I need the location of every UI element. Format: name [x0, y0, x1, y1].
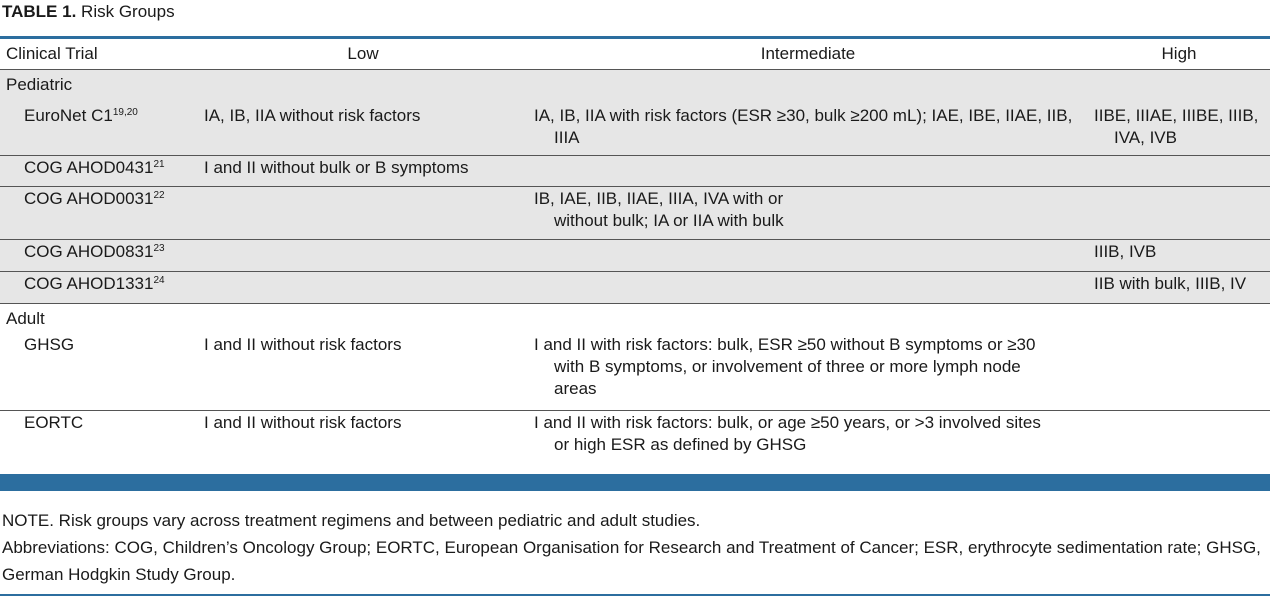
low-text: I and II without risk factors — [204, 412, 402, 432]
high-text: IIIB, IVB — [1094, 241, 1157, 261]
table-row — [0, 186, 1270, 239]
high-cell — [1088, 104, 1270, 155]
low-cell — [198, 271, 528, 303]
trial-cell — [0, 410, 198, 463]
intermediate-cell — [528, 271, 1088, 303]
low-text: I and II without bulk or B symptoms — [204, 157, 469, 177]
trial-cell — [0, 271, 198, 303]
trial-name: COG AHOD0431 — [24, 157, 154, 177]
col-header-intermediate: Intermediate — [528, 39, 1088, 70]
table-row — [0, 104, 1270, 155]
trial-name: GHSG — [24, 335, 75, 354]
group-label: Adult — [0, 303, 1270, 333]
trial-cell — [0, 104, 198, 155]
intermediate-text: I and II with risk factors: bulk, ESR ≥50 without B symptoms or ≥30 with B symptoms, or involvement of three or more lymph node areas — [534, 335, 1036, 398]
footnote-note: NOTE. Risk groups vary across treatment regimens and between pediatric and adult studies. — [2, 511, 701, 530]
low-cell — [198, 333, 528, 410]
low-cell — [198, 410, 528, 463]
low-cell — [198, 155, 1088, 186]
trial-name: EORTC — [24, 412, 84, 432]
intermediate-text: IB, IAE, IIB, IIAE, IIIA, IVA with or without bulk; IA or IIA with bulk — [534, 188, 784, 230]
col-header-high: High — [1088, 39, 1270, 70]
high-text: IIBE, IIIAE, IIIBE, IIIB, IVA, IVB — [1094, 106, 1259, 147]
low-cell — [198, 104, 528, 155]
header-row — [0, 39, 1270, 70]
low-text: I and II without risk factors — [204, 335, 402, 354]
high-cell — [1088, 239, 1270, 271]
footnote-abbreviations: Abbreviations: COG, Children’s Oncology Group; EORTC, European Organisation for Research and Treatment of Cancer; ESR, erythrocyte sedimentation rate; GHSG, German Hodgkin Study Group. — [2, 538, 1261, 584]
trial-cell — [0, 155, 198, 186]
intermediate-text: IA, IB, IIA with risk factors (ESR ≥30, bulk ≥200 mL); IAE, IBE, IIAE, IIB, IIIA — [534, 106, 1073, 147]
trial-name: COG AHOD0831 — [24, 241, 154, 261]
intermediate-cell — [528, 333, 1088, 410]
risk-groups-table — [0, 39, 1270, 463]
col-header-clinical-trial: Clinical Trial — [0, 39, 198, 70]
high-cell — [1088, 271, 1270, 303]
trial-ref: 24 — [153, 274, 165, 286]
trial-name: COG AHOD0031 — [24, 188, 154, 208]
high-text: IIB with bulk, IIIB, IV — [1094, 273, 1247, 293]
col-header-low: Low — [198, 39, 528, 70]
table-row — [0, 155, 1270, 186]
table-footnotes — [2, 507, 1268, 588]
intermediate-cell — [528, 239, 1088, 271]
high-cell — [1088, 155, 1270, 186]
table-bottom-bar — [0, 474, 1270, 491]
low-text: IA, IB, IIA without risk factors — [204, 106, 421, 125]
group-label: Pediatric — [0, 70, 1270, 105]
table-number: TABLE 1. — [2, 2, 77, 21]
trial-ref: 22 — [153, 189, 165, 201]
table-title: Risk Groups — [81, 2, 175, 21]
table-caption — [2, 2, 175, 22]
group-row-adult — [0, 303, 1270, 333]
group-row-pediatric — [0, 70, 1270, 105]
high-cell — [1088, 186, 1270, 239]
trial-name: COG AHOD1331 — [24, 273, 154, 293]
trial-ref: 21 — [153, 158, 165, 170]
table-row — [0, 410, 1270, 463]
trial-cell — [0, 333, 198, 410]
low-cell — [198, 186, 528, 239]
table-row — [0, 271, 1270, 303]
intermediate-cell — [528, 410, 1088, 463]
trial-cell — [0, 186, 198, 239]
intermediate-text: I and II with risk factors: bulk, or age ≥50 years, or >3 involved sites or high ESR as defined by GHSG — [534, 412, 1041, 454]
bottom-rule — [0, 594, 1270, 596]
trial-ref: 23 — [153, 242, 165, 254]
low-cell — [198, 239, 528, 271]
trial-name: EuroNet C1 — [24, 106, 113, 125]
high-cell — [1088, 410, 1270, 463]
intermediate-cell — [528, 104, 1088, 155]
trial-ref: 19,20 — [112, 107, 138, 118]
table-row — [0, 333, 1270, 410]
table-row — [0, 239, 1270, 271]
intermediate-cell — [528, 186, 1088, 239]
trial-cell — [0, 239, 198, 271]
high-cell — [1088, 333, 1270, 410]
